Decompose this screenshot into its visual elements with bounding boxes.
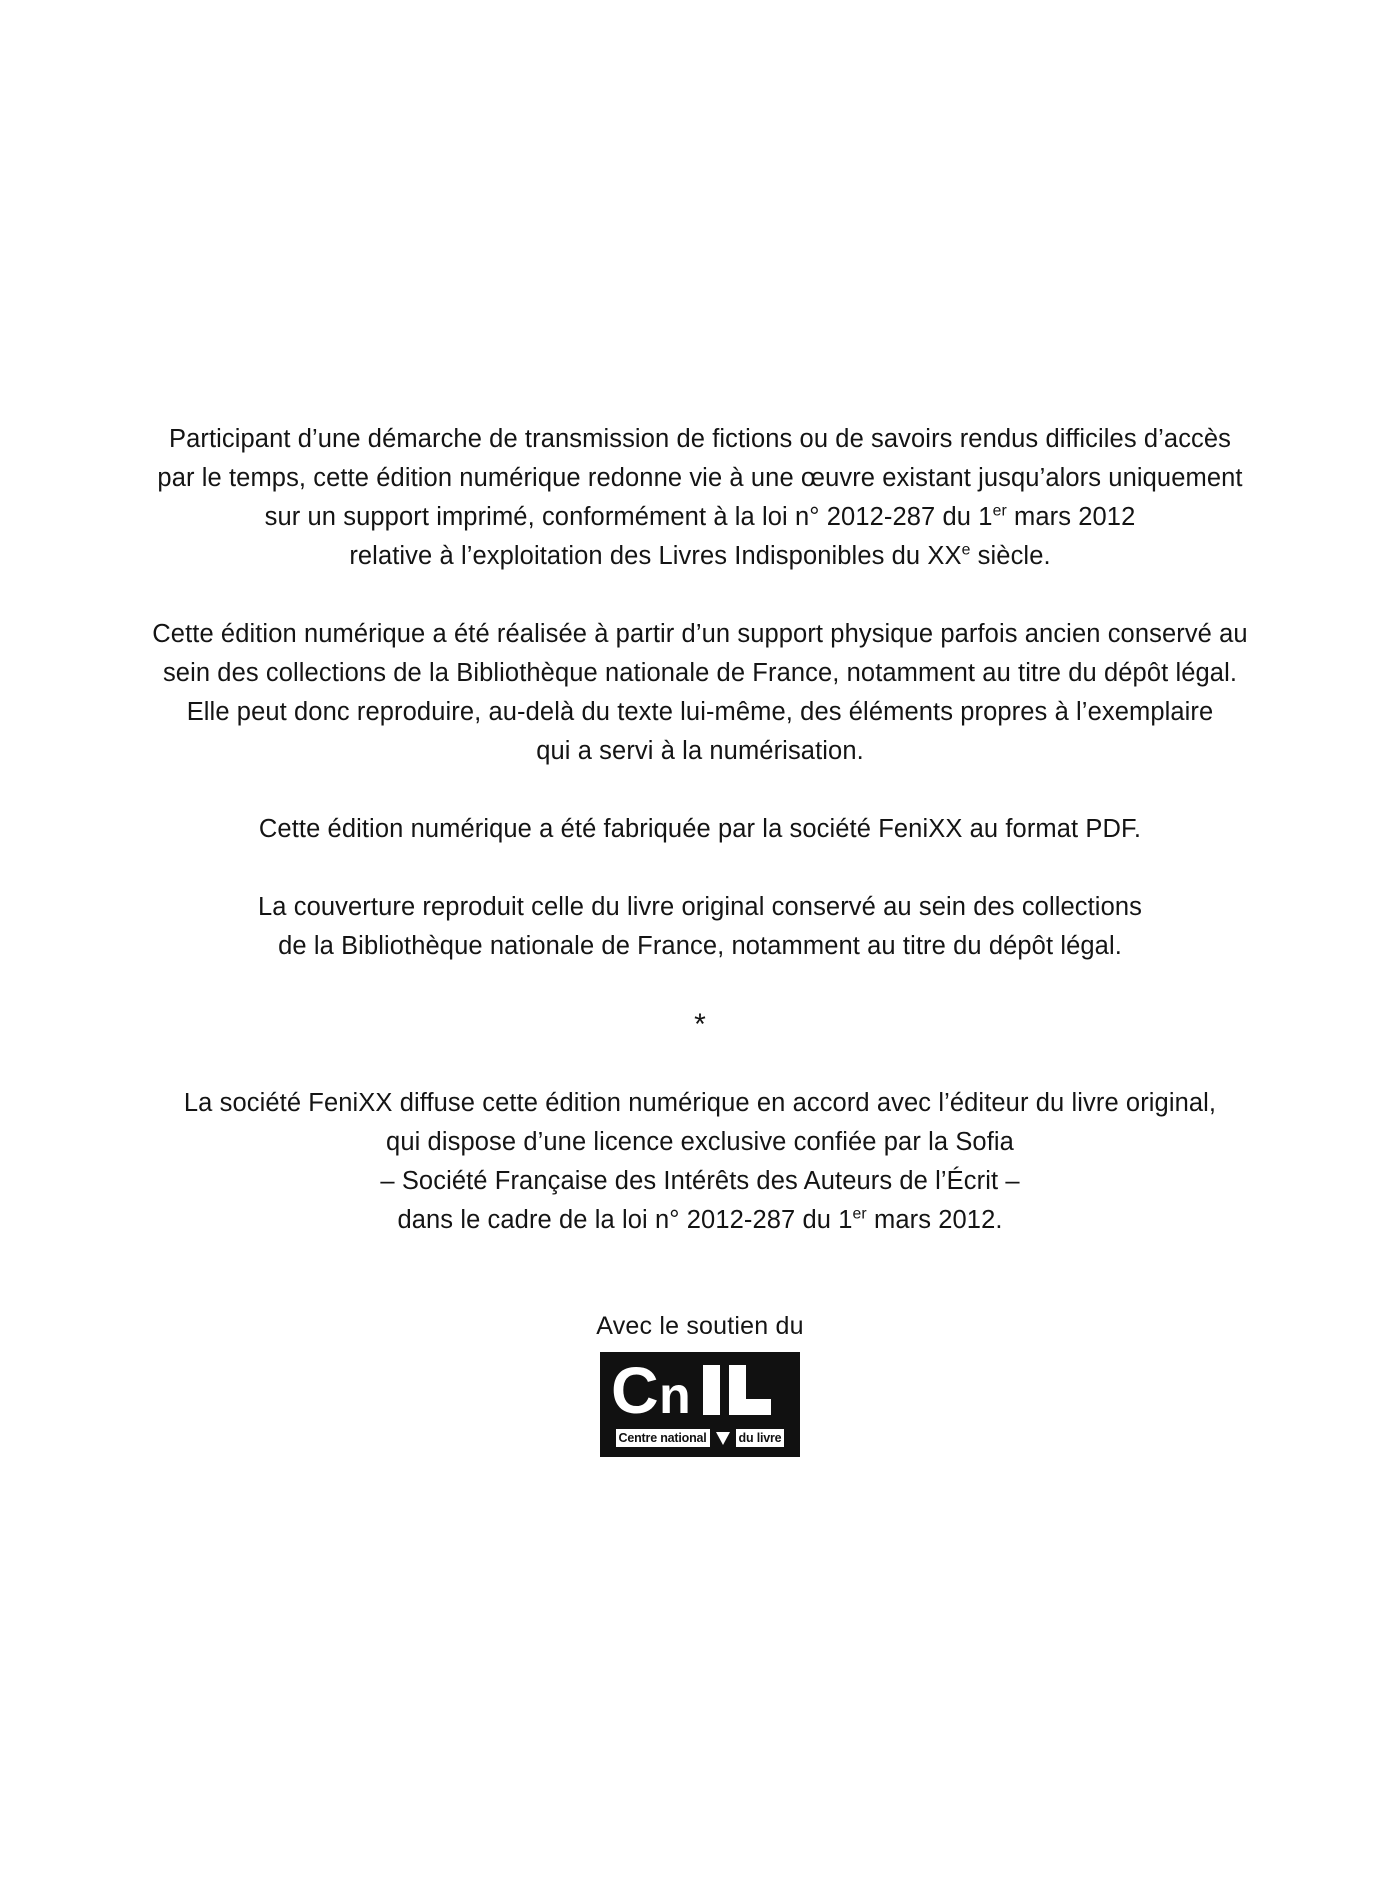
paragraph-line: Participant d’une démarche de transmission de fictions ou de savoirs rendus difficiles d’accès xyxy=(168,425,1232,453)
line-text: mars 2012 xyxy=(1006,503,1136,531)
paragraph-line xyxy=(135,537,1265,576)
svg-text:n: n xyxy=(658,1367,691,1425)
line-text: sur un support imprimé, conformément à la loi n° 2012-287 du 1 xyxy=(264,503,993,531)
paragraph-line: qui dispose d’une licence exclusive confiée par la Sofia xyxy=(386,1128,1014,1156)
line-text: relative à l’exploitation des Livres Indisponibles du XX xyxy=(349,542,962,570)
svg-text:C: C xyxy=(610,1359,657,1425)
cnl-subtitle xyxy=(606,1428,794,1448)
support-label: Avec le soutien du xyxy=(596,1312,804,1340)
paragraph-line: par le temps, cette édition numérique redonne vie à une œuvre existant jusqu’alors uniquement xyxy=(157,464,1243,492)
cnl-tick-icon xyxy=(716,1432,730,1445)
cnl-wordmark xyxy=(600,1356,800,1428)
paragraph-format xyxy=(135,810,1265,849)
support-section xyxy=(596,1310,803,1457)
line-text: siècle. xyxy=(970,542,1051,570)
section-separator-asterisk: * xyxy=(694,1008,706,1041)
paragraph-line xyxy=(135,1201,1265,1240)
paragraph-intro xyxy=(135,420,1265,576)
paragraph-line: Cette édition numérique a été réalisée à partir d’un support physique parfois ancien conservé au xyxy=(152,620,1248,648)
ordinal-suffix: e xyxy=(961,541,971,559)
paragraph-line: – Société Française des Intérêts des Auteurs de l’Écrit – xyxy=(380,1167,1020,1195)
paragraph-line: Cette édition numérique a été fabriquée par la société FeniXX au format PDF. xyxy=(258,815,1142,843)
line-text: mars 2012. xyxy=(866,1206,1003,1234)
paragraph-line: sein des collections de la Bibliothèque nationale de France, notamment au titre du dépôt légal. xyxy=(162,659,1238,687)
cnl-subtitle-right: du livre xyxy=(736,1429,785,1447)
ordinal-suffix: er xyxy=(852,1205,867,1223)
line-text: dans le cadre de la loi n° 2012-287 du 1 xyxy=(397,1206,853,1234)
legal-notice-block xyxy=(0,420,1400,1457)
cnl-logo xyxy=(600,1352,800,1457)
paragraph-line: La société FeniXX diffuse cette édition numérique en accord avec l’éditeur du livre original, xyxy=(183,1089,1217,1117)
ordinal-suffix: er xyxy=(992,502,1007,520)
paragraph-line: qui a servi à la numérisation. xyxy=(536,737,864,765)
paragraph-line: de la Bibliothèque nationale de France, notamment au titre du dépôt légal. xyxy=(278,932,1122,960)
paragraph-line: Elle peut donc reproduire, au-delà du texte lui-même, des éléments propres à l’exemplaire xyxy=(186,698,1214,726)
paragraph-diffusion xyxy=(135,1084,1265,1240)
cnl-subtitle-left: Centre national xyxy=(616,1429,710,1447)
paragraph-line xyxy=(135,498,1265,537)
paragraph-line: La couverture reproduit celle du livre original conservé au sein des collections xyxy=(258,893,1142,921)
paragraph-cover xyxy=(135,888,1265,966)
paragraph-source xyxy=(135,615,1265,771)
